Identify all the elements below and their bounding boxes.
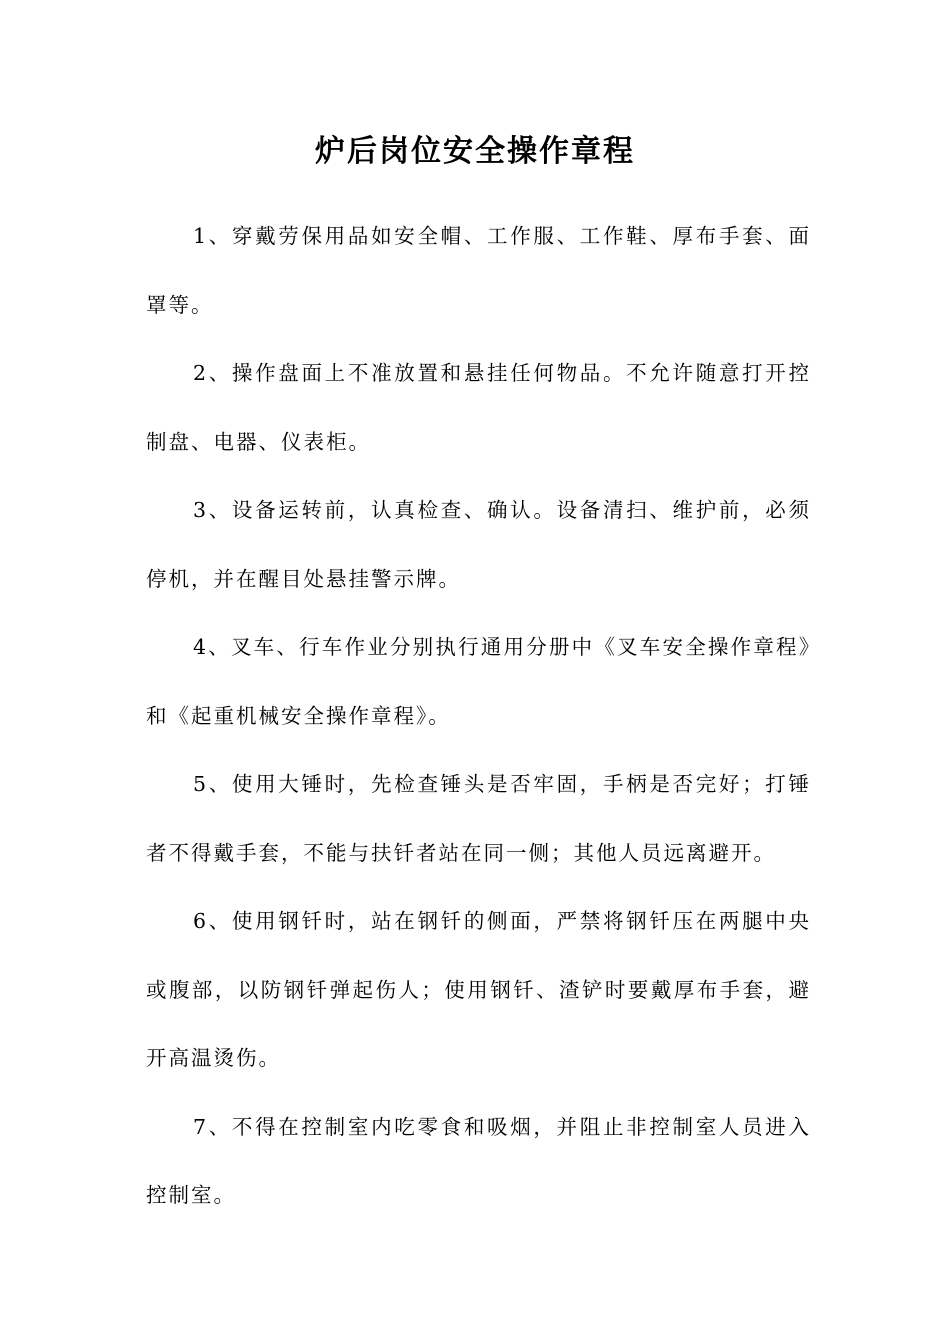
paragraph-2: 2、操作盘面上不准放置和悬挂任何物品。不允许随意打开控制盘、电器、仪表柜。 xyxy=(146,361,811,454)
paragraph-5: 5、使用大锤时，先检查锤头是否牢固，手柄是否完好；打锤者不得戴手套，不能与扶钎者站在同一侧；其他人员远离避开。 xyxy=(146,772,811,865)
paragraph-7: 7、不得在控制室内吃零食和吸烟，并阻止非控制室人员进入控制室。 xyxy=(146,1114,811,1207)
paragraph-4: 4、叉车、行车作业分别执行通用分册中《叉车安全操作章程》和《起重机械安全操作章程》。 xyxy=(146,635,811,728)
paragraph-1: 1、穿戴劳保用品如安全帽、工作服、工作鞋、厚布手套、面罩等。 xyxy=(146,224,811,317)
paragraph-6: 6、使用钢钎时，站在钢钎的侧面，严禁将钢钎压在两腿中央或腹部，以防钢钎弹起伤人；使用钢钎、渣铲时要戴厚布手套，避开高温烫伤。 xyxy=(146,909,811,1070)
paragraph-3: 3、设备运转前，认真检查、确认。设备清扫、维护前，必须停机，并在醒目处悬挂警示牌。 xyxy=(146,498,811,591)
document-body xyxy=(146,202,811,1230)
document-title: 炉后岗位安全操作章程 xyxy=(315,134,635,169)
